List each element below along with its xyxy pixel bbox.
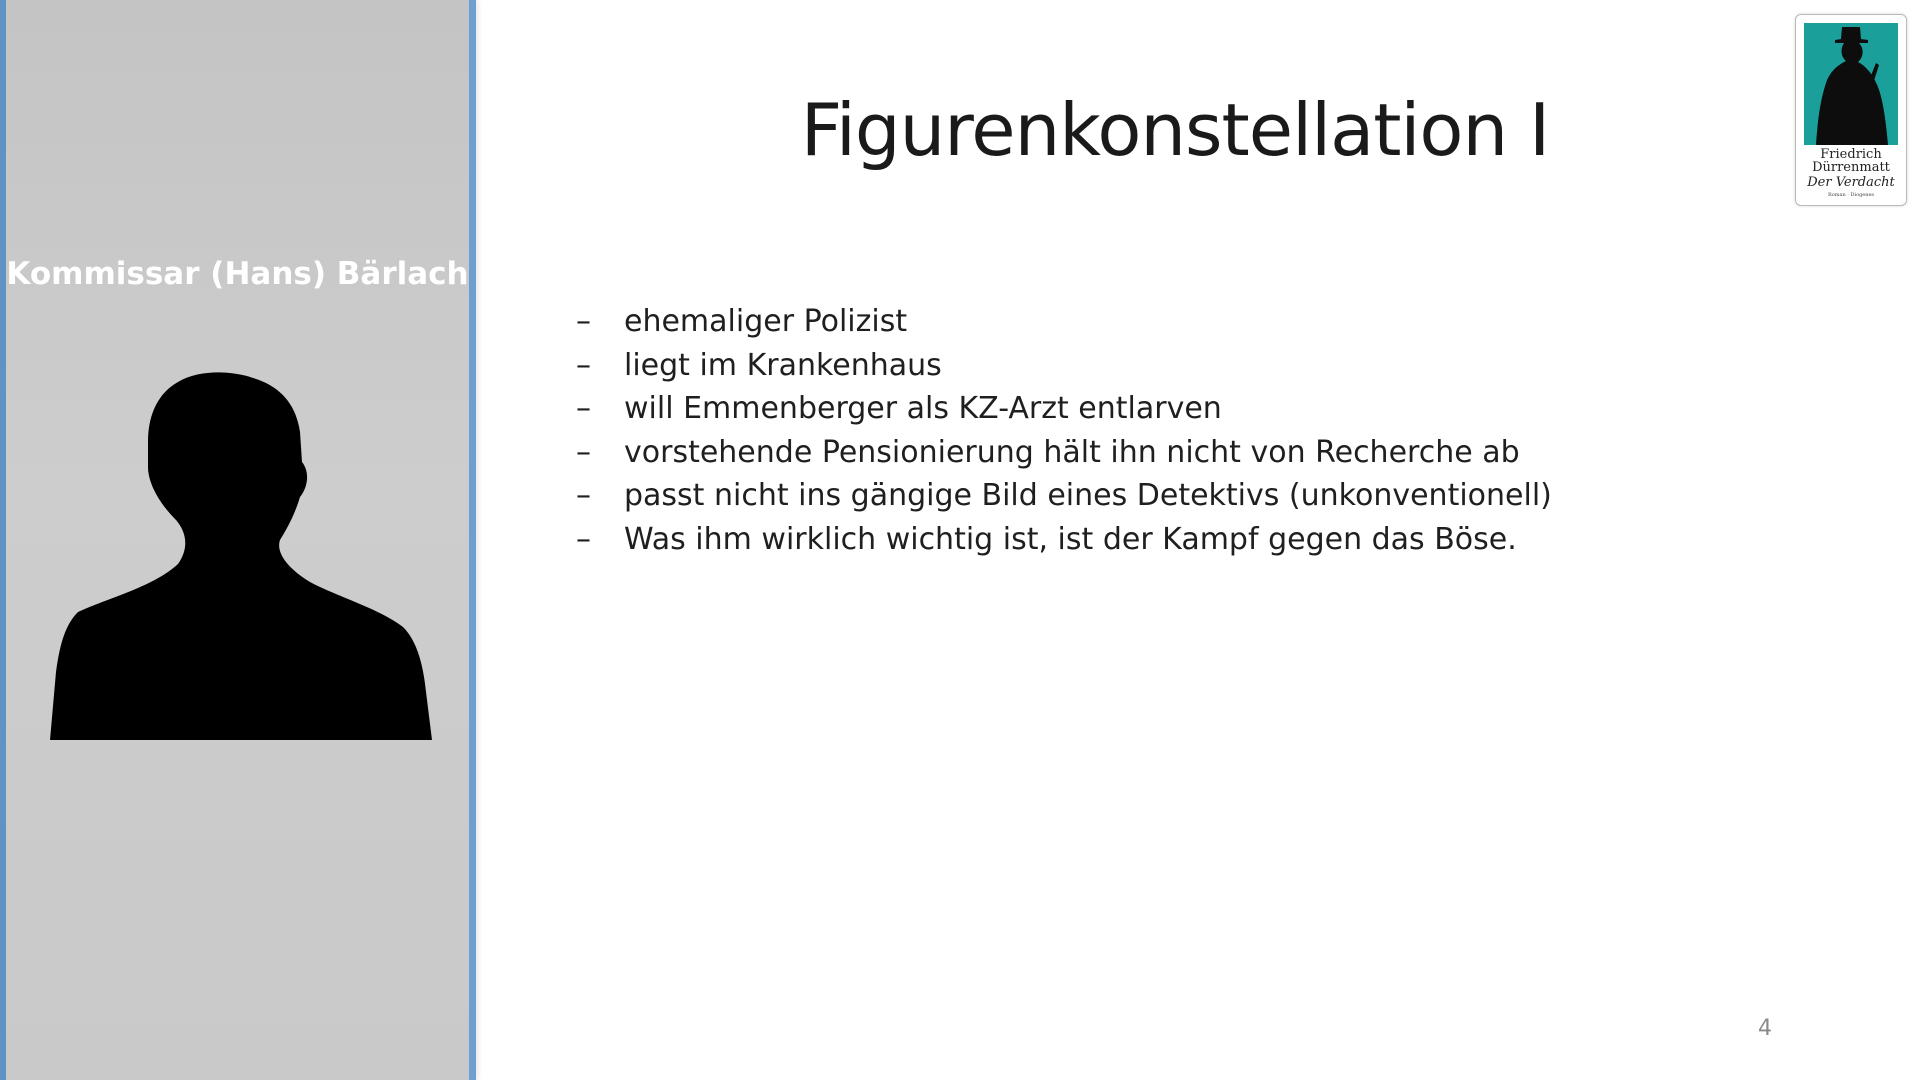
bullet-dash: – (576, 434, 591, 470)
bullet-dash: – (576, 478, 591, 513)
bullet-dash: – (576, 391, 591, 426)
bullet-dash: – (576, 347, 591, 383)
book-cover (1795, 14, 1907, 206)
bullet-dash: – (576, 304, 591, 339)
bullet-text: vorstehende Pensionierung hält ihn nicht von Recherche ab (624, 434, 1520, 470)
list-item (576, 344, 1552, 388)
person-silhouette-icon (48, 372, 438, 740)
bullet-text: will Emmenberger als KZ-Arzt entlarven (624, 391, 1222, 426)
slide-title: Figurenkonstellation I (800, 88, 1550, 172)
book-publisher: Roman · Diogenes (1827, 192, 1874, 198)
book-author: Friedrich Dürrenmatt (1812, 147, 1890, 175)
bullet-list (576, 300, 1552, 561)
character-sidebar (0, 0, 476, 1080)
list-item (576, 300, 1552, 344)
bullet-text: ehemaliger Polizist (624, 304, 908, 339)
list-item (576, 474, 1552, 518)
book-title: Der Verdacht (1807, 175, 1895, 190)
bullet-dash: – (576, 521, 591, 557)
figure-silhouette-icon (1804, 23, 1898, 145)
bullet-text: Was ihm wirklich wichtig ist, ist der Kampf gegen das Böse. (624, 521, 1517, 557)
book-cover-image (1804, 23, 1898, 145)
list-item (576, 387, 1552, 431)
list-item (576, 431, 1552, 475)
character-name: Kommissar (Hans) Bärlach (6, 256, 469, 292)
bullet-text: liegt im Krankenhaus (624, 347, 942, 383)
page-number: 4 (1758, 1016, 1772, 1041)
list-item (576, 518, 1552, 562)
bullet-text: passt nicht ins gängige Bild eines Detektivs (unkonventionell) (624, 478, 1552, 513)
